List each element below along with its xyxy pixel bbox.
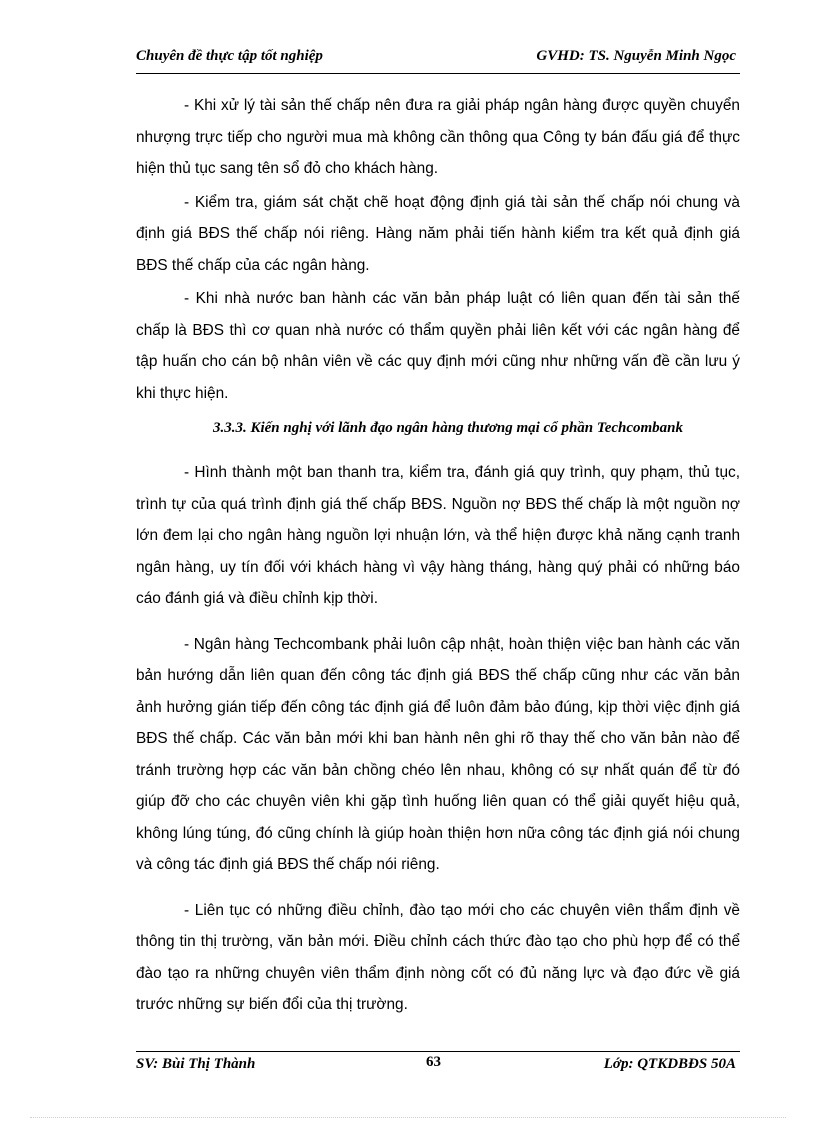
header-advisor: GVHD: TS. Nguyễn Minh Ngọc [536,48,736,64]
section-heading-3-3-3: 3.3.3. Kiến nghị với lãnh đạo ngân hàng thương mại cổ phần Techcombank [212,420,684,436]
page-body [136,90,740,1021]
paragraph-training: - Liên tục có những điều chỉnh, đào tạo mới cho các chuyên viên thẩm định về thông tin thị trường, văn bản mới. Điều chỉnh cách thức đào tạo cho phù hợp để có thể đào tạo ra những chuyên viên thẩm định nòng cốt có đủ năng lực và đạo đức về giá trước những sự biến đổi của thị trường. [136,901,740,1013]
header-thesis-title: Chuyên đề thực tập tốt nghiệp [136,48,323,64]
page-footer [136,1056,736,1080]
footer-student: SV: Bùi Thị Thành [136,1056,256,1072]
paragraph-inspection: - Kiểm tra, giám sát chặt chẽ hoạt động định giá tài sản thế chấp nói chung và định giá BĐS thế chấp nói riêng. Hàng năm phải tiến hành kiểm tra kết quả định giá BĐS thế chấp của các ngân hàng. [136,193,740,274]
paragraph-update-documents: - Ngân hàng Techcombank phải luôn cập nhật, hoàn thiện việc ban hành các văn bản hướng dẫn liên quan đến công tác định giá BĐS thế chấp cũng như các văn bản ảnh hưởng gián tiếp đến công tác định giá để luôn đảm bảo đúng, kịp thời việc định giá BĐS thế chấp. Các văn bản mới khi ban hành nên ghi rõ thay thế cho văn bản nào để tránh trường hợp các văn bản chồng chéo lên nhau, không có sự nhất quán để từ đó giúp đỡ cho các chuyên viên khi gặp tình huống liên quan có thể giải quyết hiệu quả, không lúng túng, đó cũng chính là giúp hoàn thiện hơn nữa công tác định giá nói chung và công tác định giá BĐS thế chấp nói riêng. [136,635,740,873]
page-number: 63 [426,1054,441,1070]
page-header [136,48,736,72]
footer-rule [136,1051,740,1052]
paragraph-transfer-asset: - Khi xử lý tài sản thế chấp nên đưa ra giải pháp ngân hàng được quyền chuyển nhượng trực tiếp cho người mua mà không cần thông qua Công ty bán đấu giá để thực hiện thủ tục sang tên sổ đỏ cho khách hàng. [136,97,740,177]
paragraph-legal-training: - Khi nhà nước ban hành các văn bản pháp luật có liên quan đến tài sản thế chấp là BĐS thì cơ quan nhà nước có thẩm quyền phải liên kết với các ngân hàng để tập huấn cho cán bộ nhân viên về các quy định mới cũng như những vấn đề cần lưu ý khi thực hiện. [136,290,740,402]
page-edge-line [30,1117,786,1118]
header-rule [136,73,740,74]
paragraph-inspection-board: - Hình thành một ban thanh tra, kiểm tra, đánh giá quy trình, quy phạm, thủ tục, trình tự của quá trình định giá thế chấp BĐS. Nguồn nợ BĐS thế chấp là một nguồn nợ lớn đem lại cho ngân hàng nguồn lợi nhuận lớn, và thể hiện được khả năng cạnh tranh ngân hàng, uy tín đối với khách hàng vì vậy hàng tháng, hàng quý phải có những báo cáo đánh giá và điều chỉnh kịp thời. [136,464,740,607]
footer-class: Lớp: QTKDBĐS 50A [603,1056,736,1072]
